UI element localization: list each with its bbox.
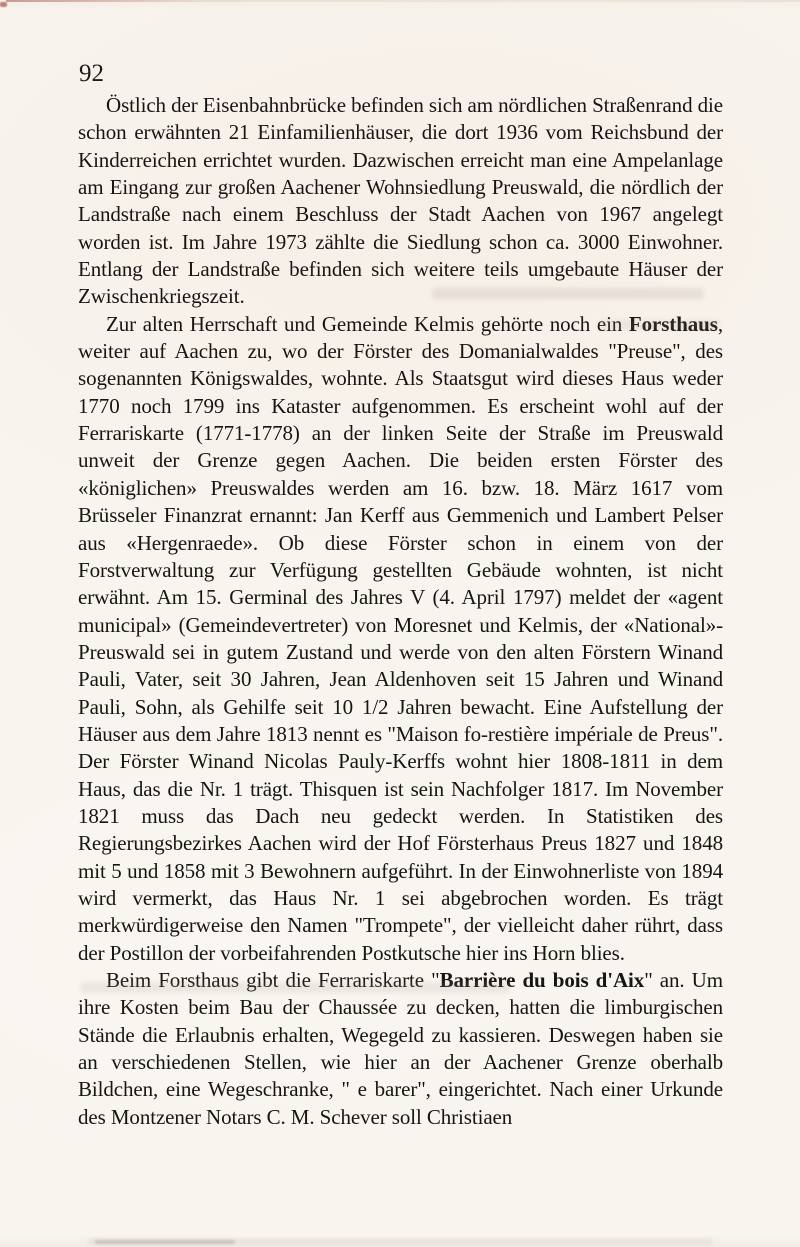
scan-artifact-bleedthrough <box>600 320 720 330</box>
text-run: Östlich der Eisenbahnbrücke befinden sich am nördlichen Straßenrand die schon erwähnten 21 Einfamilienhäuser, die dort 1936 vom Reichsbund der Kinderreichen errichtet wurden. Dazwischen erreicht man eine Ampelanlage am Eingang zur großen Aachener Wohnsiedlung Preuswald, die nördlich der Landstraße nach einem Beschluss der Stadt Aachen von 1967 angelegt worden ist. Im Jahre 1973 zählte die Siedlung schon ca. 3000 Einwohner. Entlang der Landstraße befinden sich weitere teils umgebaute Häuser der Zwischenkriegszeit. <box>78 93 723 309</box>
scan-artifact-bleedthrough <box>432 288 704 299</box>
scan-artifact-bottom-smudge <box>95 1240 235 1244</box>
scan-artifact-bleedthrough <box>80 982 510 993</box>
text-run: , weiter auf Aachen zu, wo der Förster des Domanialwaldes "Preuse", des sogenannten Königswaldes, wohnte. Als Staatsgut wird dieses Haus weder 1770 noch 1799 ins Kataster aufgenommen. Es erscheint wohl auf der Ferrariskarte (1771-1778) an der linken Seite der Straße im Preuswald unweit der Grenze gegen Aachen. Die beiden ersten Förster des «königlichen» Preuswaldes werden am 16. bzw. 18. März 1617 vom Brüsseler Finanzrat ernannt: Jan Kerff aus Gemmenich und Lambert Pelser aus «Hergenraede». Ob diese Förster schon in einem von der Forstverwaltung zur Verfügung gestellten Gebäude wohnten, ist nicht erwähnt. Am 15. Germinal des Jahres V (4. April 1797) meldet der «agent municipal» (Gemeindevertreter) von Moresnet und Kelmis, der «National»-Preuswald sei in gutem Zustand und werde von den alten Förstern Winand Pauli, Vater, seit 30 Jahren, Jean Aldenhoven seit 15 Jahren und Winand Pauli, Sohn, als Gehilfe seit 10 1/2 Jahren bewacht. Eine Aufstellung der Häuser aus dem Jahre 1813 nennt es "Maison fo-restière impériale de Preus". Der Förster Winand Nicolas Pauly-Kerffs wohnt hier 1808-1811 in dem Haus, das die Nr. 1 trägt. Thisquen ist sein Nachfolger 1817. Im November 1821 muss das Dach neu gedeckt werden. In Statistiken des Regierungsbezirkes Aachen wird der Hof Försterhaus Preus 1827 und 1848 mit 5 und 1858 mit 3 Bewohnern aufgeführt. In der Einwohnerliste von 1894 wird vermerkt, das Haus Nr. 1 sei abgebrochen worden. Es trägt merkwürdigerweise den Namen "Trompete", der vielleicht daher rührt, dass der Postillon der vorbeifahrenden Postkutsche hier ins Horn blies. <box>78 311 723 965</box>
paragraph <box>78 92 723 311</box>
page-number: 92 <box>79 60 104 87</box>
text-run: " an. Um ihre Kosten beim Bau der Chaussée zu decken, hatten die limburgischen Stände die Erlaubnis erhalten, Wegegeld zu kassieren. Deswegen haben sie an verschiedenen Stellen, wie hier an der Aachener Grenze oberhalb Bildchen, eine Wegeschranke, " e barer", eingerichtet. Nach einer Urkunde des Montzener Notars C. M. Schever soll Christiaen <box>78 968 723 1129</box>
paragraph <box>78 311 723 967</box>
text-block <box>78 92 723 1131</box>
bold-text-run: Barrière du bois d'Aix <box>439 968 645 992</box>
text-run: Beim Forsthaus gibt die Ferrariskarte " <box>106 968 440 992</box>
bold-text-run: Forsthaus <box>628 311 718 336</box>
text-run: Zur alten Herrschaft und Gemeinde Kelmis gehörte noch ein <box>106 311 629 336</box>
scan-artifact-top-edge <box>6 0 800 2</box>
scan-artifact-corner-speck <box>0 2 7 7</box>
